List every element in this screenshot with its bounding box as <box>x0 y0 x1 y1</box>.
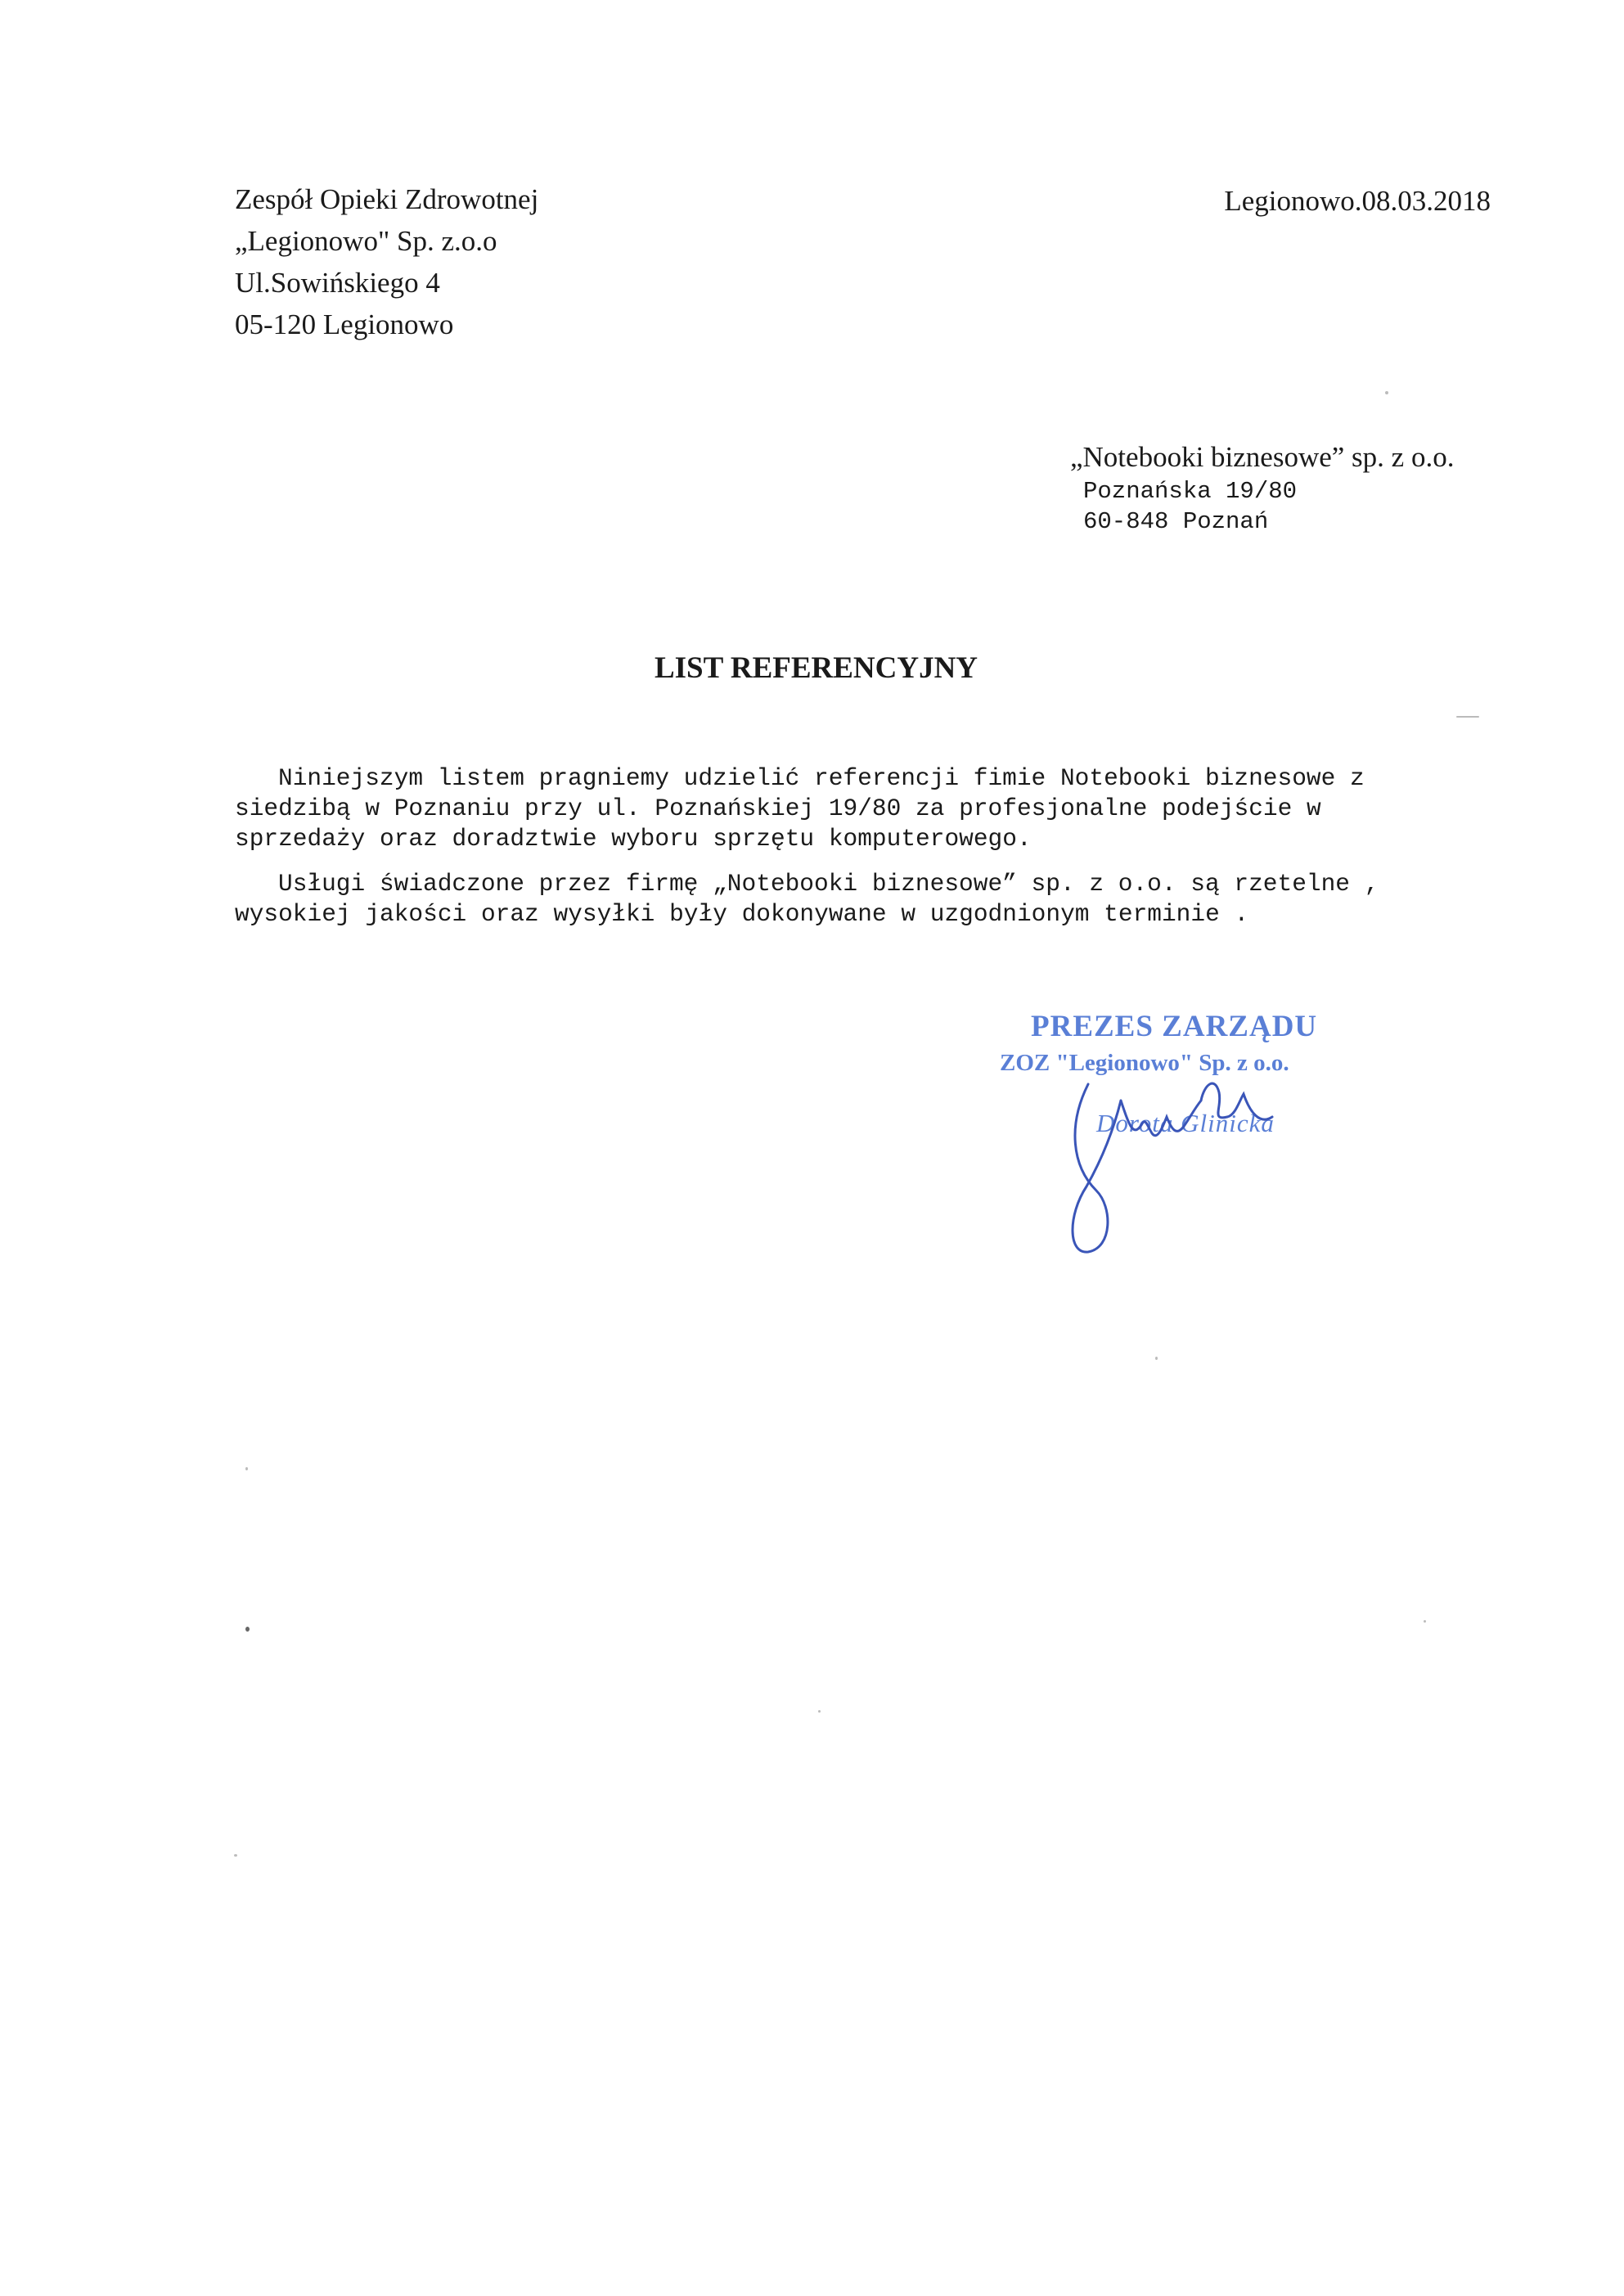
scan-speck <box>245 1627 250 1632</box>
body-paragraph-2: Usługi świadczone przez firmę „Notebooki biznesowe” sp. z o.o. są rzetelne , wysokiej jakości oraz wysyłki były dokonywane w uzgodnionym terminie . <box>235 870 1379 928</box>
recipient-street: Poznańska 19/80 <box>1083 478 1298 505</box>
sender-line-4: 05-120 Legionowo <box>235 308 454 340</box>
scan-speck <box>818 1710 821 1713</box>
stamp-company: ZOZ "Legionowo" Sp. z o.o. <box>1000 1050 1289 1076</box>
scan-speck <box>234 1854 237 1857</box>
handwritten-signature <box>990 1002 1383 1264</box>
letter-title: LIST REFERENCYJNY <box>654 651 978 685</box>
scan-speck <box>1155 1357 1158 1360</box>
recipient-address <box>1070 439 1454 537</box>
sender-address <box>235 178 538 345</box>
letter-body <box>235 763 1478 944</box>
body-paragraph-1: Niniejszym listem pragniemy udzielić referencji fimie Notebooki biznesowe z siedzibą w Poznaniu przy ul. Poznańskiej 19/80 za profesjonalne podejście w sprzedaży oraz doradztwie wyboru sprzętu komputerowego. <box>235 764 1365 853</box>
scan-speck <box>1424 1620 1426 1623</box>
recipient-city: 60-848 Poznań <box>1083 508 1269 535</box>
sender-line-3: Ul.Sowińskiego 4 <box>235 267 440 299</box>
stamp-person-name: Dorota Glinicka <box>1096 1109 1275 1137</box>
stamp-title: PREZES ZARZĄDU <box>1031 1010 1318 1043</box>
sender-line-1: Zespół Opieki Zdrowotnej <box>235 183 539 215</box>
sender-line-2: „Legionowo" Sp. z.o.o <box>235 225 497 257</box>
company-stamp <box>990 1002 1383 1264</box>
recipient-name: „Notebooki biznesowe” sp. z o.o. <box>1070 441 1455 473</box>
letter-date: Legionowo.08.03.2018 <box>1224 185 1491 217</box>
scan-speck <box>245 1467 248 1470</box>
scan-speck <box>1385 391 1388 394</box>
scan-speck <box>1456 716 1479 718</box>
